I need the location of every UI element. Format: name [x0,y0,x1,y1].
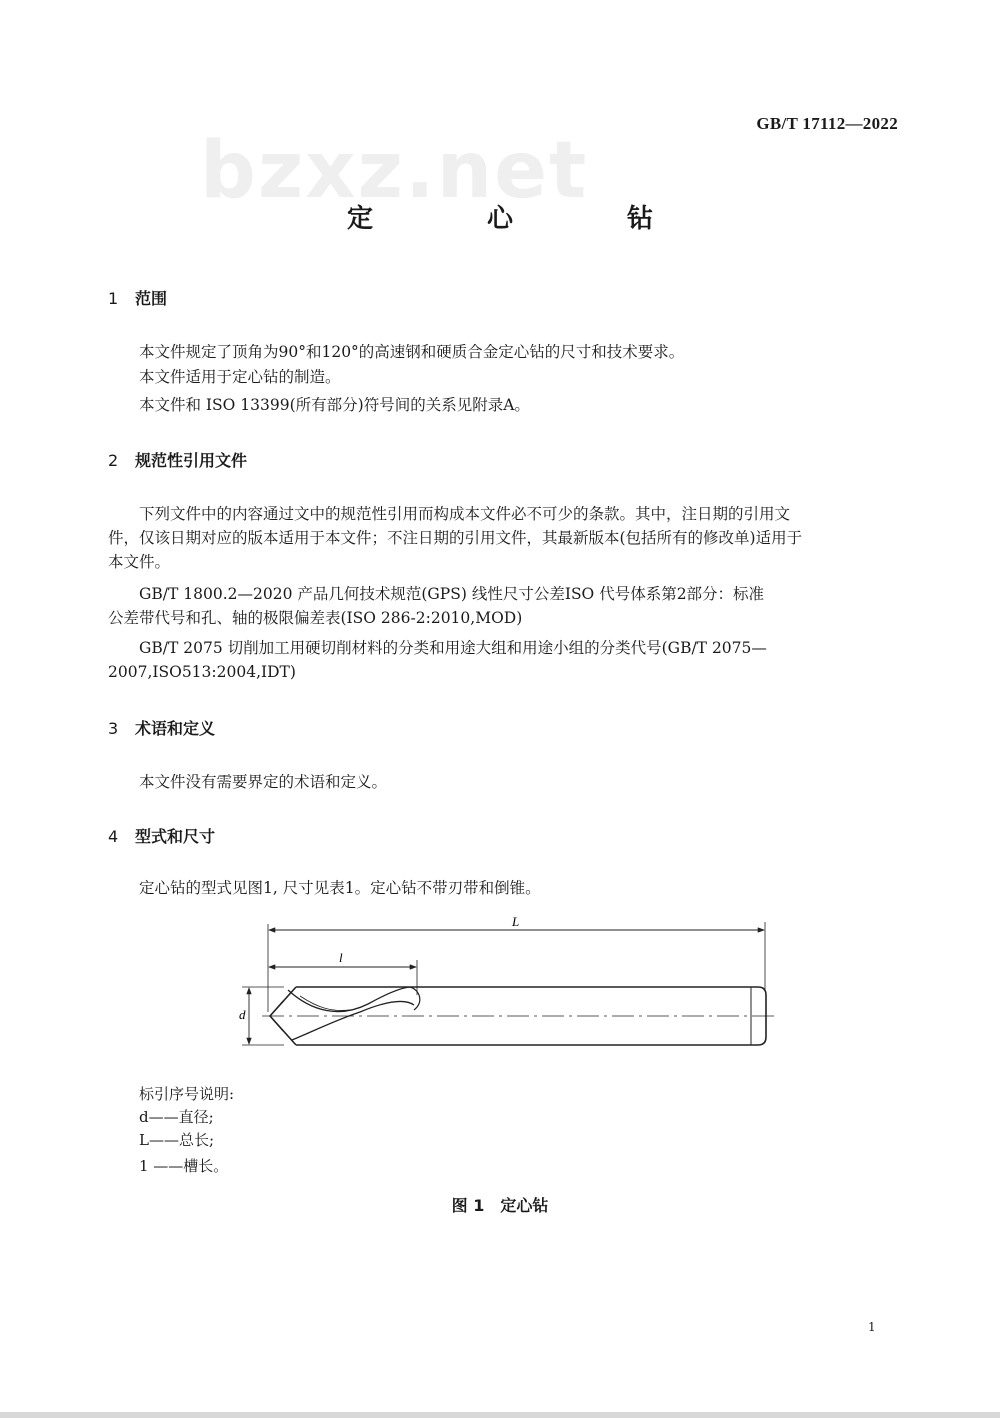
section-title: 规范性引用文件 [135,451,248,470]
page-bottom-edge [0,1412,1000,1418]
document-title: 定 心 钻 [346,204,697,234]
text-line: 2007,ISO513:2004,IDT) [108,663,296,681]
paragraph: 本文件规定了顶角为90°和120°的高速钢和硬质合金定心钻的尺寸和技术要求。 [139,343,685,361]
paragraph: 本文件和 ISO 13399(所有部分)符号间的关系见附录A。 [139,396,530,414]
paragraph: 本文件没有需要界定的术语和定义。 [139,773,388,791]
figure-caption: 图 1 定心钻 [451,1196,549,1215]
text-line: 本文件。 [108,553,171,571]
label-l: l [339,950,343,965]
paragraph: 定心钻的型式见图1, 尺寸见表1。定心钻不带刃带和倒锥。 [139,879,541,897]
text-line: 下列文件中的内容通过文中的规范性引用而构成本文件必不可少的条款。其中，注日期的引用文 [139,505,791,523]
text-line: GB/T 2075 切削加工用硬切削材料的分类和用途大组和用途小组的分类代号(GB/T 2075— [139,639,767,657]
watermark: bzxz.net [200,126,589,216]
page-number: 1 [868,1320,876,1334]
section-title: 范围 [135,289,168,308]
text-line: GB/T 1800.2—2020 产品几何技术规范(GPS) 线性尺寸公差ISO 代号体系第2部分：标准 [139,585,765,603]
section-title: 型式和尺寸 [135,827,216,846]
paragraph: 本文件适用于定心钻的制造。 [139,368,341,386]
section-title: 术语和定义 [135,719,216,738]
key-item: 1 ——槽长。 [139,1157,229,1175]
label-L: L [512,914,520,929]
key-item: L——总长; [139,1131,215,1149]
key-title: 标引序号说明: [139,1085,235,1103]
section-number: 1 [108,289,119,308]
label-d: d [239,1007,246,1022]
section-number: 2 [108,451,119,470]
standard-code: GB/T 17112—2022 [756,114,898,133]
section-number: 3 [108,719,119,738]
key-item: d——直径; [139,1108,214,1126]
section-number: 4 [108,827,119,846]
text-line: 件，仅该日期对应的版本适用于本文件；不注日期的引用文件，其最新版本(包括所有的修改单)适用于 [108,529,803,547]
text-line: 公差带代号和孔、轴的极限偏差表(ISO 286-2:2010,MOD) [108,609,523,627]
